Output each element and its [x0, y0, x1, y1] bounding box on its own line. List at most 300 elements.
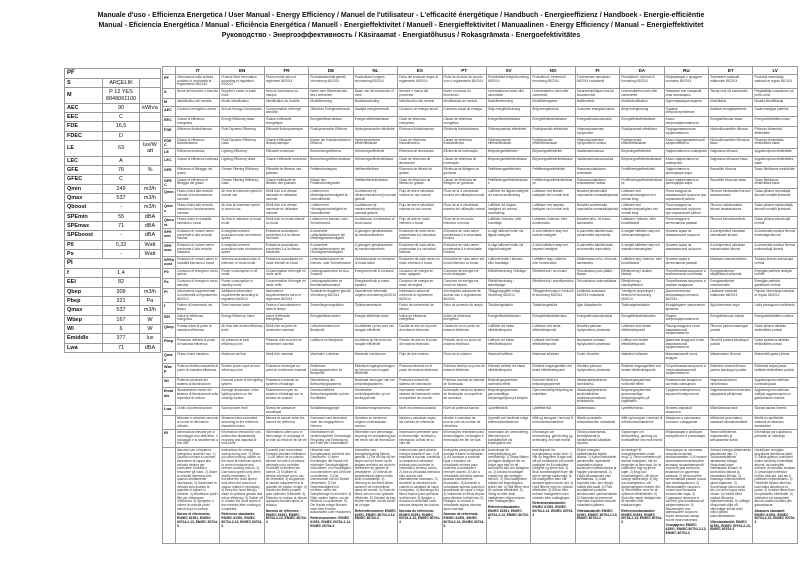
row-code: PF	[163, 75, 176, 89]
lang-cell: Elektriskā ieejas jauda labākās efektivitātes punktā	[753, 363, 798, 377]
spec-value: 55	[103, 212, 140, 221]
lang-cell: Mērīts un aprēķināts saskaņā ar atsauces standartiem	[753, 416, 798, 430]
spec-unit	[140, 278, 161, 287]
lang-cell: Tehonkulutus valmiustilassa	[575, 279, 619, 289]
lang-cell: Productkaart volgens verordening 65/2014	[353, 75, 397, 89]
language-header-row	[163, 67, 798, 75]
lang-cell: Fettfiltreringseffektivitetsklass	[486, 177, 530, 189]
row-code: SPEmin	[163, 228, 176, 242]
lang-cell: Tiedot purkamisesta, kierrätyksestä ja hävittämisestä käyttöiän lopussa	[575, 430, 619, 448]
lang-cell: Õhuvool minimaalsel kiirusel tavakasutuses	[709, 189, 753, 203]
lang-cell: A-bewertete Luftschallemissionen bei Höchstgeschwindigkeit	[309, 243, 353, 257]
lang-cell: Flujo de aire a velocidad mínima en uso normal	[398, 189, 442, 203]
pf-section-header	[65, 69, 161, 79]
lang-cell: Informations supplémentaires selon le règlement 66/2014	[264, 289, 308, 303]
lang-cell: A-vægtet luftbåren støj ved minimumshastighed	[620, 228, 664, 242]
lang-cell: Name oder Warenzeichen des Lieferanten	[309, 89, 353, 99]
lang-cell: Consumo anual de energia	[442, 106, 486, 116]
lang-row	[163, 149, 798, 156]
spec-value: 1,4	[103, 269, 140, 278]
lang-cell: Consumo de energía en modo apagado	[398, 268, 442, 278]
spec-code: P0	[65, 240, 103, 249]
lang-cell: Débit d'air au point de rendement maximal	[264, 324, 308, 338]
lang-cell: Emisiones de ruido aéreo en modo intensivo o boost	[398, 257, 442, 269]
spec-code: Qmax	[65, 306, 103, 315]
lang-cell: Leverantörens namn eller varumärke	[486, 89, 530, 99]
lang-cell: A-weighted airborne acoustical noise at minimum speed	[220, 228, 264, 242]
lang-cell: Norādījumi enerģijas taupīšanai lietošanas laikā: 1) Sākot gatavot, ieslēdziet tvaika nosūcēju minimālajā ātrumā, lai kontrolētu mitrumu un aizvāktu smakas. 2) Izmantojiet intensīvo režīmu tikai tad, kad tas ir patiešām nepieciešams. 3) Palieliniet ātrumu tikai tad, kad tvaika daudzums to prasa. 4) Uzturiet filtrus tīrus, lai optimizētu efektivitāti. 5) Izslēdziet vai samaziniet ātrumu dažas minūtes pēc gatavošanas. Atsauces standarti: EN/IEC 61591, EN/IEC 60704-2-13, EN/IEC 60704-3	[753, 447, 798, 543]
lang-cell: Годовое энергопотребление	[664, 106, 708, 116]
lang-cell: Номинальная мощность системы освещения	[664, 377, 708, 387]
lang-cell: Vuotuinen energiankulutus	[575, 106, 619, 116]
lang-cell: Ottoteho parhaan hyötysuhteen pisteessä	[575, 363, 619, 377]
lang-cell: Belysningseffektivitetsklass	[486, 156, 530, 166]
spec-value: 71	[103, 221, 140, 230]
row-code: Qbep	[163, 324, 176, 338]
pf-section-header-label: PF	[65, 69, 161, 79]
spec-row	[65, 324, 161, 333]
lang-cell: Electric power input at best efficiency point	[220, 363, 264, 377]
lang-cell: Fettfiltreringseffektivitet	[531, 167, 575, 177]
lang-cell: Efficacité fluidodynamique	[264, 127, 308, 137]
lang-cell: Belysningssystemets genomsnittliga belysningsstyrka på kokytan	[486, 388, 530, 406]
lang-cell: Energoefektivitātes klase	[753, 117, 798, 127]
lang-header: IT	[176, 67, 220, 75]
lang-cell: Factor de incremento de tiempo	[398, 303, 442, 313]
lang-cell: Clase de eficiencia de iluminación	[398, 156, 442, 166]
lang-cell: Naam van de leverancier of merk	[353, 89, 397, 99]
lang-cell: Tidsforøgelsesfaktor	[620, 303, 664, 313]
lang-cell: A-veid luftbåren støy ved høyeste hastighet	[531, 243, 575, 257]
lang-cell: Flusso d'aria massimo	[176, 352, 220, 364]
lang-header: ET	[709, 67, 753, 75]
spec-unit	[140, 88, 161, 104]
lang-cell: Anvisningar för energibesparing vid användning: 1) Starta fläkten på lägsta hastighet när du börjar laga mat för att kontrollera fukt och avlägsna os. 2) Använd boostläget endast när det verkligen behövs. 3) Öka hastigheten endast när ångmängden kräver det. 4) Håll filtren rena för optimal effektivitet. 5) Stäng av eller sänk hastigheten några minuter efter matlagningen. Referensstandarder: EN/IEC 61591, EN/IEC 60704-2-13, EN/IEC 60704-3	[486, 447, 530, 543]
lang-cell: Название или товарный знак поставщика	[664, 89, 708, 99]
lang-cell: Elektrisch ingangsvermogen op het punt van hoogste efficiëntie	[353, 363, 397, 377]
lang-cell: Suurin ilmavirta	[575, 352, 619, 364]
title-line-1: Manuale d'uso - Efficienza Energetica / User Manual - Energy Efficiency / Manuel de l'utilisateur - L'efficacité énergétique / Handbuch - Energieeffizienz / Handboek - Energie-efficiëntie	[97, 12, 705, 19]
lang-cell: Émissions acoustiques pondérées A à la vitesse maximale	[264, 243, 308, 257]
lang-cell: Leverandørens navn eller varemerke	[531, 89, 575, 99]
lang-cell: Annual Energy Consumption	[220, 106, 264, 116]
lang-cell: Fedtfiltreringseffektivitetsklasse	[620, 177, 664, 189]
lang-cell: Информация о продукте согласно 65/2014	[664, 75, 708, 89]
lang-cell: Eficiencia de iluminación	[398, 149, 442, 156]
spec-code: M	[65, 88, 103, 104]
row-code: AEC	[163, 106, 176, 116]
lang-cell: Energiatarbimine ooteseisundis	[709, 279, 753, 289]
reference-standards: Referentienormen: EN/IEC 61591, EN/IEC 60704-2-13, EN/IEC 60704-3	[354, 508, 396, 521]
lang-cell: Fluiddynamisk effektivitetsklasse	[531, 137, 575, 149]
lang-row	[163, 352, 798, 364]
lang-cell: Classe d'efficacité de filtration des graisses	[264, 177, 308, 189]
lang-cell: Informações adicionais de acordo com o regulamento 66/2014	[442, 289, 486, 303]
lang-cell: Potencia eléctrica en el punto de máxima eficiencia	[398, 363, 442, 377]
lang-cell: Model identification	[220, 99, 264, 106]
lang-cell: A-izsvarotais trokšņa līmenis maksimālajā ātrumā	[753, 243, 798, 257]
lang-cell: Schallleistungspegel	[309, 405, 353, 415]
reference-standards: Normes de référence : EN/IEC 61591, EN/IEC 60704-2-13, EN/IEC 60704-3	[265, 508, 307, 525]
lang-cell: Efficacité lumineuse	[264, 149, 308, 156]
reference-standards: Referensstandarder: EN/IEC 61591, EN/IEC 60704-2-13, EN/IEC 60704-3	[487, 505, 529, 521]
lang-cell: Indice d'efficacité énergétique	[264, 313, 308, 323]
lang-cell: Gemeten en berekend volgens onderstaande normen	[353, 416, 397, 430]
lang-cell: Valaistusjärjestelmän nimellisteho	[575, 377, 619, 387]
lang-cell: Zeitverlängerungsfaktor	[309, 303, 353, 313]
lang-cell: Luftstrøm ved bedste effektivitetspunkt	[620, 324, 664, 338]
lang-cell: Fluxo de ar máximo	[442, 352, 486, 364]
lang-row	[163, 89, 798, 99]
lang-cell: Gjennomsnittlig belysning av kokeflaten	[531, 388, 575, 406]
lang-cell: Émissions acoustiques pondérées A à la vitesse minimale	[264, 228, 308, 242]
lang-cell: Fluiddynamisk effektivitetsklasse	[620, 137, 664, 149]
spec-unit: lux/Watt	[140, 141, 161, 157]
lang-header: SV	[486, 67, 530, 75]
spec-row	[65, 287, 161, 296]
lang-cell: Valgustussüsteemi nimivõimsus	[709, 377, 753, 387]
lang-cell: Nome del fornitore o marchio	[176, 89, 220, 99]
lang-cell: Indice di efficienza energetica	[176, 313, 220, 323]
row-code: M	[163, 99, 176, 106]
lang-cell: Effektforbrug i slukket tilstand	[620, 268, 664, 278]
lang-cell: Класс гидродинамической эффективности	[664, 137, 708, 149]
lang-cell: Lufttrykk ved beste effektivitetspunkt	[531, 338, 575, 352]
lang-cell: Clase de eficiencia energética	[398, 117, 442, 127]
lang-cell: Juhised energia säästmiseks kasutamise ajal: 1) Toiduvalmistamise alustamisel lülitage õhupuhasti sisse minimaalsel kiirusel, et kontrollida niiskust ja eemaldada lõhnad. 2) Kasutage intensiivrežiimi ainult vajadusel. 3) Suurendage kiirust ainult siis, kui auru kogus seda nõuab. 4) Hoidke filtrid puhtad tõhususe optimeerimiseks. 5) Lülitage õhupuhasti välja või vähendage kiirust mõni minut pärast toiduvalmistamist. Viitestandardid: EN/IEC 61591, EN/IEC 60704-2-13, EN/IEC 60704-3	[709, 447, 753, 543]
lang-cell: A-korrigeeritud müratase maksimaalsel kiirusel	[709, 243, 753, 257]
lang-cell: Fluid Dynamic Efficiency class	[220, 137, 264, 149]
lang-cell: Lufttryk ved bedste effektivitetspunkt	[620, 338, 664, 352]
lang-cell: Belysningssystemets gennemsnitlige belysningsstyrke på kogefladen	[620, 388, 664, 406]
spec-row	[65, 88, 161, 104]
row-code: SPEmax	[163, 243, 176, 257]
row-code: f	[163, 303, 176, 313]
title-line-3: Руководство - Энергоэффективность / Käsiraamat - Energiatõhusus / Rokasgrāmata - Energoefektivitātes	[221, 32, 581, 40]
lang-cell: Lydeffektnivå	[531, 405, 575, 415]
lang-row	[163, 137, 798, 149]
lang-row	[163, 416, 798, 430]
lang-cell: Belysningssystemets nominelle effekt	[620, 377, 664, 387]
lang-cell: Потребляемая мощность в точке максимальной эффективности	[664, 363, 708, 377]
lang-cell: A-vägt luftburet buller vid högsta hastighet	[486, 243, 530, 257]
lang-cell: Hydrodynamische efficiëntieklasse	[353, 137, 397, 149]
lang-cell: Air flow at minimum speed in normal use	[220, 189, 264, 203]
lang-header: ES	[398, 67, 442, 75]
spec-unit: dBA	[140, 343, 161, 352]
lang-cell: Classe de eficiência fluidodinâmica	[442, 137, 486, 149]
spec-unit: m3/h	[140, 184, 161, 193]
lang-header: DE	[309, 67, 353, 75]
spec-unit: m3/h	[140, 193, 161, 202]
lang-cell: Débit d'air à la vitesse minimale en utilisation normale	[264, 189, 308, 203]
lang-cell: Effektforbrug i standbytilstand	[620, 279, 664, 289]
lang-cell: Потребляемая мощность в выключенном состоянии	[664, 268, 708, 278]
lang-cell: Elektrisk indgangseffekt ved bedste effektivitetspunkt	[620, 363, 664, 377]
lang-cell: Informasjon om demontering, gjenvinning og avhending ved endt levetid	[531, 430, 575, 448]
lang-cell: Oplysninger om demontering, genbrug og bortskaffelse ved endt levetid	[620, 430, 664, 448]
lang-cell: Classe d'efficacité fluidodynamique	[264, 137, 308, 149]
lang-cell: Energiatehokkuusindeksi	[575, 313, 619, 323]
lang-cell: Elektrisk ineffekt vid bästa effektivitetspunkt	[486, 363, 530, 377]
lang-cell: Classe di efficienza luminosa	[176, 156, 220, 166]
lang-cell: Informationen für zerstörungsfreie Demontage, Recycling und Entsorgung am Ende der Lebensdauer	[309, 430, 353, 448]
spec-row	[65, 249, 161, 258]
spec-unit	[140, 78, 161, 87]
lang-cell: Energy Efficiency class	[220, 117, 264, 127]
lang-cell: Facteur d'accroissement dans le temps	[264, 303, 308, 313]
spec-value: 63	[103, 141, 140, 157]
spec-value: -	[103, 249, 140, 258]
lang-cell: Pressão de ar no ponto de máxima eficiência	[442, 338, 486, 352]
lang-cell: Luftschallemissionen im Intensiv- oder Schnellmodus	[309, 257, 353, 269]
spec-unit: lux	[140, 334, 161, 343]
lang-cell: Yderligere oplysninger i henhold til forordning 66/2014	[620, 289, 664, 303]
reference-standards: Viitestandardid: EN/IEC 61591, EN/IEC 60704-2-13, EN/IEC 60704-3	[710, 519, 751, 532]
spec-row	[65, 203, 161, 212]
lang-cell: Skaņas jaudas līmenis	[753, 405, 798, 415]
lang-cell: A-veid luftbåren støy ved laveste hastighet	[531, 228, 575, 242]
reference-standards: Referenznormen: EN/IEC 61591, EN/IEC 60704-2-13, EN/IEC 60704-3	[310, 516, 351, 528]
lang-cell: A-korrigeeritud müratase minimaalsel kiirusel	[709, 228, 753, 242]
lang-cell: Instrucciones para ahorrar energía durante el uso: 1) Al empezar a cocinar, encienda la campana a velocidad mínima para controlar la humedad y eliminar olores. 2) Use la velocidad intensiva solo cuando sea estrictamente necesario. 3) Aumente la velocidad solo cuando la cantidad de vapor lo requiera. 4) Mantenga los filtros limpios para optimizar la eficiencia. 5) Apague o reduzca la velocidad unos minutos después de cocinar. Normas de referencia: EN/IEC 61591, EN/IEC 60704-2-13, EN/IEC 60704-3	[398, 447, 442, 543]
spec-unit	[140, 131, 161, 140]
lang-cell: Power consumption in standby mode	[220, 279, 264, 289]
lang-cell: Årligt energiforbrug	[620, 106, 664, 116]
reference-standards: Normas de referência: EN/IEC 61591, EN/IEC 60704-2-13, EN/IEC 60704-3	[443, 512, 485, 528]
lang-cell: A-izsvarotais trokšņa līmenis minimālajā ātrumā	[753, 228, 798, 242]
spec-unit: %	[140, 166, 161, 175]
lang-cell: Vetfilterefficiëntieklasse	[353, 177, 397, 189]
row-code: FDE	[163, 127, 176, 137]
lang-cell: Luftdruck im Bestpunkt	[309, 338, 353, 352]
lang-header: FI	[575, 67, 619, 75]
lang-cell: Maximale luchtstroom	[353, 352, 397, 364]
lang-cell: Produktblad enligt förordning 65/2014	[486, 75, 530, 89]
lang-cell: Nom du fournisseur ou marque	[264, 89, 308, 99]
row-code: Wbep	[163, 363, 176, 377]
lang-cell: Additional information requirements according to regulation 66/2014	[220, 289, 264, 303]
spec-unit: m3/h	[140, 306, 161, 315]
lang-cell: Durchschnittliche Beleuchtungsstärke auf der Kochfläche	[309, 388, 353, 406]
lang-cell: Belysningseffektivitetsklasse	[620, 156, 664, 166]
lang-cell: Luftburet buller i intensiv- eller boostläge	[486, 257, 530, 269]
lang-cell: Piegādātāja nosaukums vai preču zīme	[753, 89, 798, 99]
lang-cell: Gemessen und berechnet nach den angegebenen Normen	[309, 416, 353, 430]
reference-standards: Viitestandardit: EN/IEC 61591, EN/IEC 60704-2-13, EN/IEC 60704-3	[576, 508, 618, 521]
lang-cell: Pressione dell'aria al punto di massima efficienza	[176, 338, 220, 352]
lang-cell: Luftstrøm i intensiv- eller boosttilstand	[620, 217, 664, 229]
spec-unit: dBA	[140, 212, 161, 221]
lang-cell: Enerģijas patēriņš gaidstāves režīmā	[753, 279, 798, 289]
lang-row	[163, 189, 798, 203]
spec-value: 167	[103, 315, 140, 324]
spec-unit: m3/h	[140, 203, 161, 212]
lang-cell: Consumo di energia in modo spento	[176, 268, 220, 278]
lang-cell: Eficiencia de filtrado de grasas	[398, 167, 442, 177]
spec-value: 309	[103, 287, 140, 296]
lang-cell: Lighting Efficiency class	[220, 156, 264, 166]
spec-value: ARÇELIK	[103, 78, 140, 87]
lang-cell: Nome ou marca do fornecedor	[442, 89, 486, 99]
lang-cell: Modellbeteckning	[486, 99, 530, 106]
row-code: RI	[163, 430, 176, 448]
spec-value: A	[103, 156, 140, 165]
lang-cell: Energieeffizienzindex	[309, 313, 353, 323]
lang-cell: Informazioni supplementari in conformità al regolamento 66/2014	[176, 289, 220, 303]
lang-cell: Enerģijas patēriņš izslēgtā režīmā	[753, 268, 798, 278]
lang-cell: Gaisa plūsma intensīvajā režīmā	[753, 217, 798, 229]
lang-header: RU	[664, 67, 708, 75]
row-code: SPEboost	[164, 258, 174, 267]
lang-row	[163, 177, 798, 189]
spec-value: -	[103, 203, 140, 212]
lang-cell: Produktkort i henhold til forordning 65/2014	[620, 75, 664, 89]
lang-row	[163, 338, 798, 352]
lang-cell: Jährlicher Energieverbrauch	[309, 106, 353, 116]
lang-cell: Efficienza fluidodinamica	[176, 127, 220, 137]
lang-cell: Produktdatenblatt gemäß Verordnung 65/2014	[309, 75, 353, 89]
lang-cell: Klasse des Fettabscheidegrades	[309, 177, 353, 189]
lang-row	[163, 303, 798, 313]
lang-cell: Efficacité de filtration des graisses	[264, 167, 308, 177]
lang-cell: Luftbåren støj i intensiv- eller boosttilstand	[620, 257, 664, 269]
lang-cell: Fluxo de ar em modo intensivo ou boost	[442, 217, 486, 229]
language-table	[162, 66, 798, 544]
lang-cell: Instructions for energy saving during use: 1) When you start cooking, switch on the hood at minimum speed, to control moisture and remove cooking odours. 2) Use boost speed only when strictly necessary. 3) Increase the hood speed only when the amount of vapour makes it necessary. 4) Keep the hood filter(s) clean to optimise grease and odour efficiency. 5) Switch off or reduce the hood speed a few minutes after cooking is completed. Reference standards: EN/IEC 61591, EN/IEC 60704-2-13, EN/IEC 60704-3	[220, 447, 264, 543]
spec-code: SPEmax	[65, 221, 103, 230]
spec-code: f	[65, 269, 103, 278]
spec-code: S	[65, 78, 103, 87]
spec-row	[65, 343, 161, 352]
lang-cell: Fettabscheidegrad	[309, 167, 353, 177]
lang-cell: Emissões de ruído aéreo em modo intensivo ou boost	[442, 257, 486, 269]
lang-cell: Information om demontering, återvinning och bortskaffande vid livslängdens slut	[486, 430, 530, 448]
spec-code: Qbep	[65, 287, 103, 296]
lang-cell: Emissioni di rumore aereo ponderate A alla velocità minima	[176, 228, 220, 242]
spec-row	[65, 334, 161, 343]
lang-cell: Flusso d'aria alla velocità massima in funzionamento normale	[176, 203, 220, 217]
lang-cell: Nombre o marca del proveedor	[398, 89, 442, 99]
lang-cell: A-painotettu äänitehotaso suurimmalla nopeudella	[575, 243, 619, 257]
lang-cell: Mallitunniste	[575, 99, 619, 106]
lang-cell: Målt og beregnet i henhold til referencestandarderne	[620, 416, 664, 430]
spec-code: SPEmin	[65, 212, 103, 221]
lang-cell: Effektforbruk i standbymodus	[531, 279, 575, 289]
row-code: GFEC	[163, 177, 176, 189]
spec-value: 82	[103, 278, 140, 287]
spec-code: Qmax	[65, 193, 103, 202]
spec-value: 537	[103, 193, 140, 202]
lang-cell: Grease Filtering Efficiency class	[220, 177, 264, 189]
reference-standards: Стандарты: EN/IEC 61591, EN/IEC 60704-2-13, EN/IEC 60704-3	[665, 523, 707, 535]
lang-cell: Максимальный поток воздуха	[664, 352, 708, 364]
row-code: LEC	[163, 156, 176, 166]
lang-cell: Informācija par izjaukšanu, pārstrādi un utilizāciju	[753, 430, 798, 448]
spec-unit: W	[140, 315, 161, 324]
row-code	[163, 447, 176, 543]
lang-cell: Modellkennung	[309, 99, 353, 106]
row-code: EEC	[163, 117, 176, 127]
lang-cell: Fluiddynamisk effektivitet	[531, 127, 575, 137]
lang-cell: Potencia nominal del sistema de iluminación	[398, 377, 442, 387]
lang-cell: Tilläggsuppgifter enligt förordning 66/2014	[486, 289, 530, 303]
spec-unit: Watt	[140, 240, 161, 249]
lang-cell: Tidsøkningsfaktor	[531, 303, 575, 313]
lang-cell: Clase de eficiencia fluidodinámica	[398, 137, 442, 149]
lang-cell: Valgustuse tõhusus	[709, 149, 753, 156]
lang-cell: Luftflöde vid högsta hastighet vid normal användning	[486, 203, 530, 217]
lang-row	[163, 217, 798, 229]
lang-cell: Pression d'air au point de rendement maximal	[264, 338, 308, 352]
lang-row	[163, 167, 798, 177]
lang-cell: Beleuchtungseffizienz	[309, 149, 353, 156]
spec-unit: dBA	[140, 221, 161, 230]
lang-cell: Дополнительная информация согласно 66/2014	[664, 289, 708, 303]
lang-cell: Luftbåren støy i intensiv- eller boostmodus	[531, 257, 575, 269]
lang-cell: Emisiones de ruido aéreo ponderadas A a velocidad mínima	[398, 228, 442, 242]
lang-cell: Istruzioni per il risparmio energetico durante l'uso: 1) Quando si inizia a cucinare, accendere la cappa alla velocità minima per controllare l'umidità e rimuovere gli odori. 2) Usare la velocità intensiva solo quando strettamente necessario. 3) Aumentare la velocità solo quando la quantità di vapore lo richiede. 4) Mantenere puliti i filtri per ottimizzare l'efficienza. 5) Spegnere o ridurre la velocità pochi minuti dopo la cottura. Norme di riferimento: EN/IEC 61591, EN/IEC 60704-2-13, EN/IEC 60704-3	[176, 447, 220, 543]
lang-cell: Energieverbruik in stand-bystand	[353, 279, 397, 289]
lang-cell: Supplier's name or trade mark	[220, 89, 264, 99]
lang-cell: Fluiddynamisk effektivitet	[620, 127, 664, 137]
lang-cell: Measured and calculated according to the reference standards below	[220, 416, 264, 430]
spec-value: D	[103, 131, 140, 140]
row-code: Qmax	[163, 203, 176, 217]
lang-cell: Product fiche information according to regulation 65/2014	[220, 75, 264, 89]
lang-cell: Emissioni di rumore aereo in modalità intensiva o boost	[176, 257, 220, 269]
lang-cell: Éclairement moyen du système d'éclairage sur la surface de cuisson	[264, 388, 308, 406]
lang-cell: Gada enerģijas patēriņš	[753, 106, 798, 116]
spec-value: 90	[103, 103, 140, 112]
lang-header: NO	[531, 67, 575, 75]
lang-cell: Luftstrøm ved minimumshastighed ved normal brug	[620, 189, 664, 203]
lang-cell: Puissance nominale du système d'éclairage	[264, 377, 308, 387]
lang-cell: Grease Filtering Efficiency	[220, 167, 264, 177]
lang-cell: Rasvansuodatuksen erotusaste	[575, 167, 619, 177]
spec-code: Wl	[65, 324, 103, 333]
lang-cell: Luftstrom bei Höchstgeschwindigkeit im Normalbetrieb	[309, 203, 353, 217]
lang-cell: Sound power level	[220, 405, 264, 415]
lang-cell: Illuminamento medio del sistema di illuminazione sulla superficie di cottura	[176, 388, 220, 406]
spec-row	[65, 231, 161, 240]
lang-cell: Mõõdetud ja arvutatud vastavalt viitestandarditele	[709, 416, 753, 430]
lang-cell: Índice de eficiencia energética	[398, 313, 442, 323]
lang-cell: A-gewogen geluidsemissie bij maximumsnelheid	[353, 243, 397, 257]
lang-cell: Класс энергоэффективности	[664, 117, 708, 127]
spec-value: -	[103, 231, 140, 240]
lang-cell: Müravõimsuse tase	[709, 405, 753, 415]
lang-cell: Fettfiltreringseffektivitetsklasse	[531, 177, 575, 189]
lang-header: FR	[264, 67, 308, 75]
reference-standards: Reference standards: EN/IEC 61591, EN/IEC 60704-2-13, EN/IEC 60704-3	[221, 512, 263, 528]
lang-cell: Mitattu ja laskettu viitestandardien mukaisesti	[575, 416, 619, 430]
lang-cell: Instruksjoner for energisparing under bruk: 1) Når du begynner å lage mat, slå på ventilatoren på laveste hastighet for å kontrollere fuktighet og fjerne lukt. 2) Bruk boosthastighet bare når det er strengt nødvendig. 3) Øk hastigheten bare når dampmengden krever det. 4) Hold filtrene rene for optimal effektivitet. 5) Slå av eller reduser hastigheten noen minutter etter matlagingen. Referansestandarder: EN/IEC 61591, EN/IEC 60704-2-13, EN/IEC 60704-3	[531, 447, 575, 543]
lang-cell: Presión de aire en el punto de máxima eficiencia	[398, 338, 442, 352]
row-code: S	[163, 89, 176, 99]
lang-cell: Émissions acoustiques en mode intensif ou boost	[264, 257, 308, 269]
lang-cell: Flujo de aire a velocidad máxima en uso normal	[398, 203, 442, 217]
lang-cell: Caudal de ar no ponto de máxima eficiência	[442, 324, 486, 338]
spec-row	[65, 240, 161, 249]
lang-cell: Consumo de energía anual	[398, 106, 442, 116]
lang-cell: Eficiencia fluidodinámica	[398, 127, 442, 137]
lang-cell: Maximaler Luftstrom	[309, 352, 353, 364]
lang-cell: Luchtstroom bij maximumsnelheid bij normaal gebruik	[353, 203, 397, 217]
lang-cell: Average illumination of the lighting system on the cooking surface	[220, 388, 264, 406]
lang-cell: Classe d'efficacité énergétique	[264, 117, 308, 127]
lang-cell: Tavarantoimittajan nimi tai tavaramerkki	[575, 89, 619, 99]
